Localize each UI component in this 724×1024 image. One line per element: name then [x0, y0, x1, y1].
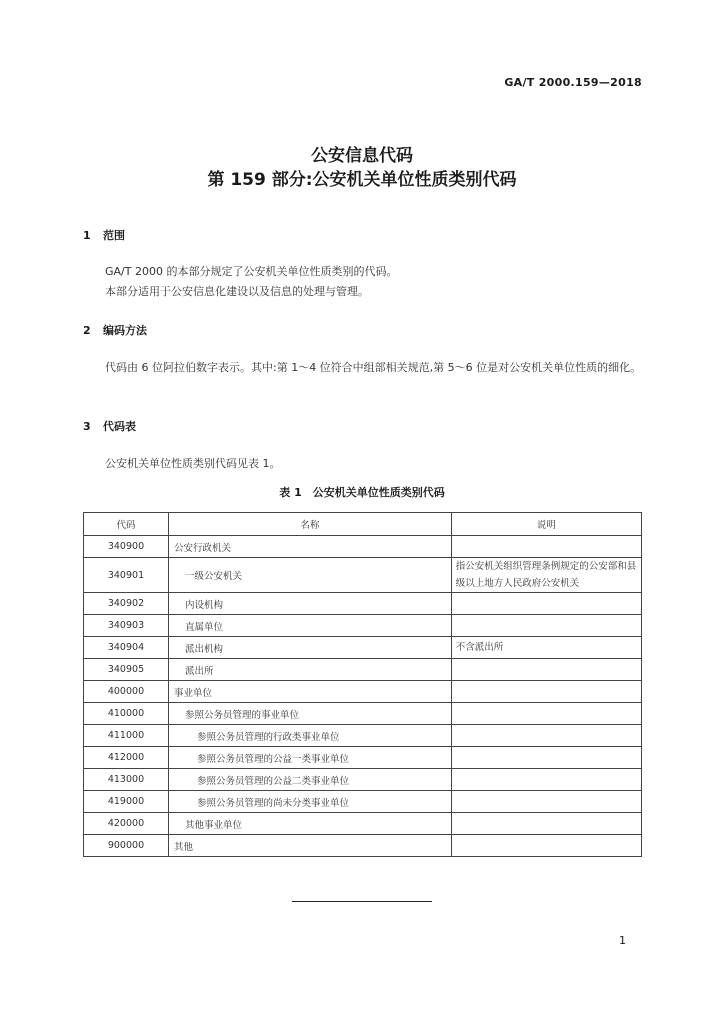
name-cell: 内设机构 — [168, 593, 451, 615]
code-cell: 340904 — [84, 637, 169, 659]
code-cell: 400000 — [84, 681, 169, 703]
code-table — [83, 512, 642, 857]
page-number: 1 — [619, 934, 626, 947]
table-row — [84, 536, 642, 558]
table-caption: 表 1 公安机关单位性质类别代码 — [279, 486, 445, 499]
document-subtitle: 第 159 部分:公安机关单位性质类别代码 — [207, 170, 517, 190]
table-row — [84, 769, 642, 791]
table-row — [84, 703, 642, 725]
section-heading-code-table — [83, 418, 136, 434]
section-title: 编码方法 — [103, 324, 147, 337]
section-number: 1 — [83, 229, 91, 242]
code-table-paragraph: 公安机关单位性质类别代码见表 1。 — [105, 457, 281, 470]
name-cell: 一级公安机关 — [168, 558, 451, 593]
end-rule — [292, 901, 432, 902]
name-cell: 其他事业单位 — [168, 813, 451, 835]
scope-paragraph-1: GA/T 2000 的本部分规定了公安机关单位性质类别的代码。 — [105, 265, 398, 278]
section-heading-scope — [83, 227, 125, 243]
table-row — [84, 659, 642, 681]
code-cell: 900000 — [84, 835, 169, 857]
table-header-row — [84, 513, 642, 536]
code-cell: 340903 — [84, 615, 169, 637]
name-cell: 派出机构 — [168, 637, 451, 659]
note-cell — [451, 813, 641, 835]
note-cell — [451, 725, 641, 747]
name-cell: 直属单位 — [168, 615, 451, 637]
column-header-code: 代码 — [84, 513, 169, 536]
note-cell — [451, 593, 641, 615]
note-cell: 指公安机关组织管理条例规定的公安部和县级以上地方人民政府公安机关 — [451, 558, 641, 593]
code-cell: 419000 — [84, 791, 169, 813]
note-cell — [451, 681, 641, 703]
table-row — [84, 747, 642, 769]
note-cell — [451, 791, 641, 813]
table-row — [84, 615, 642, 637]
code-cell: 413000 — [84, 769, 169, 791]
note-cell — [451, 835, 641, 857]
code-cell: 411000 — [84, 725, 169, 747]
code-cell: 410000 — [84, 703, 169, 725]
note-cell — [451, 615, 641, 637]
section-title: 代码表 — [103, 420, 136, 433]
name-cell: 参照公务员管理的行政类事业单位 — [168, 725, 451, 747]
note-cell — [451, 659, 641, 681]
name-cell: 公安行政机关 — [168, 536, 451, 558]
table-row — [84, 637, 642, 659]
section-title: 范围 — [103, 229, 125, 242]
section-number: 3 — [83, 420, 91, 433]
note-cell — [451, 769, 641, 791]
code-cell: 340900 — [84, 536, 169, 558]
note-cell — [451, 536, 641, 558]
table-row — [84, 791, 642, 813]
name-cell: 参照公务员管理的公益一类事业单位 — [168, 747, 451, 769]
code-cell: 412000 — [84, 747, 169, 769]
coding-method-paragraph: 代码由 6 位阿拉伯数字表示。其中:第 1～4 位符合中组部相关规范,第 5～6 位是对公安机关单位性质的细化。 — [105, 361, 642, 374]
name-cell: 参照公务员管理的事业单位 — [168, 703, 451, 725]
table-row — [84, 835, 642, 857]
table-row — [84, 681, 642, 703]
name-cell: 事业单位 — [168, 681, 451, 703]
column-header-note: 说明 — [451, 513, 641, 536]
table-row — [84, 593, 642, 615]
standard-code: GA/T 2000.159—2018 — [504, 76, 642, 89]
table-row — [84, 558, 642, 593]
table-row — [84, 813, 642, 835]
note-cell — [451, 747, 641, 769]
table-body — [84, 536, 642, 857]
document-title: 公安信息代码 — [311, 146, 413, 166]
code-cell: 340905 — [84, 659, 169, 681]
code-cell: 420000 — [84, 813, 169, 835]
name-cell: 派出所 — [168, 659, 451, 681]
section-heading-coding-method — [83, 322, 147, 338]
section-number: 2 — [83, 324, 91, 337]
code-cell: 340901 — [84, 558, 169, 593]
name-cell: 参照公务员管理的公益二类事业单位 — [168, 769, 451, 791]
note-cell — [451, 703, 641, 725]
scope-paragraph-2: 本部分适用于公安信息化建设以及信息的处理与管理。 — [105, 285, 369, 298]
name-cell: 其他 — [168, 835, 451, 857]
table-row — [84, 725, 642, 747]
note-cell: 不含派出所 — [451, 637, 641, 659]
name-cell: 参照公务员管理的尚未分类事业单位 — [168, 791, 451, 813]
code-cell: 340902 — [84, 593, 169, 615]
column-header-name: 名称 — [168, 513, 451, 536]
